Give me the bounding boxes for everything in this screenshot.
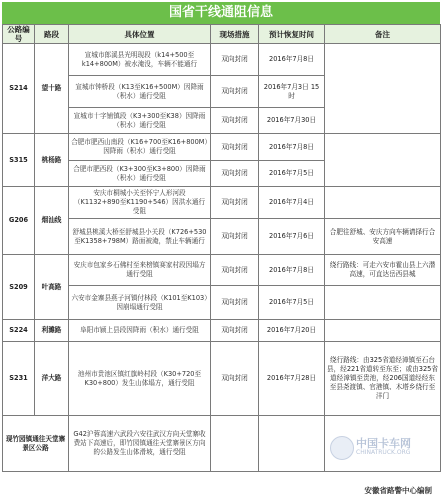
measure-cell: 双向封闭 bbox=[211, 76, 259, 108]
location-cell: 舒城县桃溪大桥至舒城县小关段（K726+530至K1358+798M）路面被淹，禁止车辆通行 bbox=[69, 219, 211, 255]
road-name: 利濉路 bbox=[35, 320, 69, 342]
note-cell bbox=[325, 320, 441, 342]
restore-cell: 2016年7月20日 bbox=[259, 320, 325, 342]
road-code: S224 bbox=[3, 320, 35, 342]
road-code: S214 bbox=[3, 44, 35, 134]
location-cell: 池州市贵池区镇红旗岭村段（K30+720至K30+800）发生山体塌方，通行受阻 bbox=[69, 342, 211, 416]
road-name: 望十路 bbox=[35, 44, 69, 134]
note-cell bbox=[325, 134, 441, 187]
location-cell: 宣城市钟桥段（K13至K16+500M）因降雨（积水）通行受阻 bbox=[69, 76, 211, 108]
road-code: S209 bbox=[3, 255, 35, 320]
header-note: 备注 bbox=[325, 25, 441, 44]
restore-cell: 2016年7月28日 bbox=[259, 342, 325, 416]
measure-cell: 双向封闭 bbox=[211, 320, 259, 342]
measure-cell: 双向封闭 bbox=[211, 187, 259, 219]
table-header-row bbox=[3, 25, 441, 44]
table-row bbox=[3, 134, 441, 161]
page-title: 国省干线通阻信息 bbox=[2, 2, 440, 24]
table-row bbox=[3, 219, 441, 255]
footer-credit: 安徽省路警中心编制 bbox=[364, 486, 432, 495]
note-cell: 合肥往舒城、安庆方向车辆请择行合安高速 bbox=[325, 219, 441, 255]
road-code: S231 bbox=[3, 342, 35, 416]
header-restore: 预计恢复时间 bbox=[259, 25, 325, 44]
note-cell: 绕行路线：由325省道经漳镇至石台县，经221省道转至东至；或由325省道经漳镇至贵池，经206国道经经东至县尧渡镇、官港镇、木塔乡绕行至洋门 bbox=[325, 342, 441, 416]
restore-cell: 2016年7月8日 bbox=[259, 134, 325, 161]
measure-cell: 双向封闭 bbox=[211, 108, 259, 134]
table-row bbox=[3, 342, 441, 416]
measure-cell: 双向封闭 bbox=[211, 134, 259, 161]
table-row bbox=[3, 320, 441, 342]
road-name: 烟汕线 bbox=[35, 187, 69, 255]
note-cell bbox=[325, 286, 441, 320]
measure-cell: 双向封闭 bbox=[211, 44, 259, 76]
header-code: 公路编号 bbox=[3, 25, 35, 44]
location-cell: 安庆市桐城小关至怀宁人形河段（K1132+890至K1190+546）因洪水通行受阻 bbox=[69, 187, 211, 219]
location-cell: 宣城市郎溪县光明现段（k14+500至k14+800M）被水淹没，车辆不能通行 bbox=[69, 44, 211, 76]
road-name: 洋大路 bbox=[35, 342, 69, 416]
restore-cell: 2016年7月5日 bbox=[259, 286, 325, 320]
table-row bbox=[3, 255, 441, 286]
measure-cell: 双向封闭 bbox=[211, 342, 259, 416]
header-measure: 现场措施 bbox=[211, 25, 259, 44]
watermark-subtext: CHINATRUCK.ORG bbox=[356, 449, 411, 456]
traffic-table bbox=[2, 24, 441, 472]
restore-cell bbox=[259, 416, 325, 472]
road-code: S315 bbox=[3, 134, 35, 187]
restore-cell: 2016年7月8日 bbox=[259, 44, 325, 76]
table-row bbox=[3, 44, 441, 76]
note-cell: 绕行路线：可走六安市霍山县上六潜高速，可直达岳西县城 bbox=[325, 255, 441, 286]
watermark-text: 中国卡车网 bbox=[356, 437, 411, 450]
location-cell: G42沪蓉高速六武段六安往武汉方向天堂寨收费站下高速后，即竹园镇通往天堂寨景区方向的公路发生山体滑坡，通行受阻 bbox=[69, 416, 211, 472]
road-name: 桃杨路 bbox=[35, 134, 69, 187]
restore-cell: 2016年7月5日 bbox=[259, 161, 325, 187]
table-row bbox=[3, 286, 441, 320]
measure-cell: 双向封闭 bbox=[211, 219, 259, 255]
watermark bbox=[330, 434, 434, 464]
measure-cell bbox=[211, 416, 259, 472]
restore-cell: 2016年7月6日 bbox=[259, 219, 325, 255]
header-road: 路段 bbox=[35, 25, 69, 44]
restore-cell: 2016年7月4日 bbox=[259, 187, 325, 219]
truck-logo-icon bbox=[330, 436, 354, 460]
measure-cell: 双向封闭 bbox=[211, 286, 259, 320]
location-cell: 阜阳市颍上县段因降雨（积水）通行受阻 bbox=[69, 320, 211, 342]
road-code: G206 bbox=[3, 187, 35, 255]
header-location: 具体位置 bbox=[69, 25, 211, 44]
location-cell: 宣城市十字铺镇段（K3+300至K38）因降雨（积水）通行受阻 bbox=[69, 108, 211, 134]
table-row bbox=[3, 187, 441, 219]
restore-cell: 2016年7月3日 15时 bbox=[259, 76, 325, 108]
restore-cell: 2016年7月8日 bbox=[259, 255, 325, 286]
restore-cell: 2016年7月30日 bbox=[259, 108, 325, 134]
note-cell bbox=[325, 187, 441, 219]
location-cell: 安庆市包家乡石佛村至来榜镇赛家村段因塌方通行受阻 bbox=[69, 255, 211, 286]
note-cell bbox=[325, 44, 441, 134]
location-cell: 六安市金寨县燕子河镇付林段（K101至K103）因崩塌通行受阻 bbox=[69, 286, 211, 320]
road-code: 现竹园镇通往天堂寨景区公路 bbox=[3, 416, 69, 472]
measure-cell: 双向封闭 bbox=[211, 255, 259, 286]
road-name: 叶高路 bbox=[35, 255, 69, 320]
location-cell: 合肥市肥西段（K3+300至K3+800）因降雨（积水）通行受阻 bbox=[69, 161, 211, 187]
location-cell: 合肥市肥西山南段（K16+700至K16+800M）因降雨（积水）通行受阻 bbox=[69, 134, 211, 161]
measure-cell: 双向封闭 bbox=[211, 161, 259, 187]
